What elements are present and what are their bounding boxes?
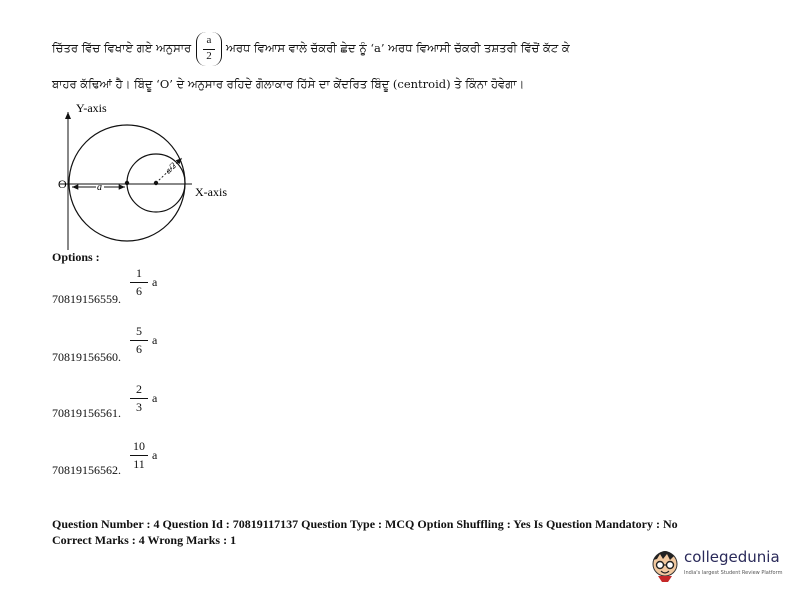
option-fraction-bar [130,340,148,341]
option-numerator: 2 [136,382,142,396]
logo-brand-text: collegedunia [684,548,780,566]
option-variable: a [152,391,158,405]
mascot-icon [648,544,682,584]
option-denominator: 6 [136,342,142,356]
option-variable: a [152,333,158,347]
option-numerator: 1 [136,266,142,280]
option-variable: a [152,275,158,289]
question-text-line1-part1: ਚਿੱਤਰ ਵਿੱਚ ਵਿਖਾਏ ਗਏ ਅਨੁਸਾਰ [52,41,192,55]
metadata-line1: Question Number : 4 Question Id : 70819117137 Question Type : MCQ Option Shuffling : Yes Is Question Mandatory : No [52,517,678,531]
option-denominator: 11 [133,457,145,471]
question-text-line1-part2: ਅਰਧ ਵਿਆਸ ਵਾਲੇ ਚੱਕਰੀ ਛੇਦ ਨੂੰ ‘a’ ਅਰਧ ਵਿਆਸੀ ਚੱਕਰੀ ਤਸ਼ਤਰੀ ਵਿੱਚੋਂ ਕੱਟ ਕੇ [226,41,570,55]
option-numerator: 10 [133,439,145,453]
option-fraction-bar [130,282,148,283]
logo-tagline: India's largest Student Review Platform [684,570,783,576]
metadata-line2: Correct Marks : 4 Wrong Marks : 1 [52,533,237,547]
option-fraction-bar [130,398,148,399]
a-dimension-label: a [97,182,102,193]
fraction-denominator: 2 [206,50,212,62]
origin-label: O [58,177,67,191]
collegedunia-logo [648,544,788,584]
option-numerator: 5 [136,324,142,338]
option-denominator: 3 [136,400,142,414]
option-id: 70819156561. [52,406,121,420]
question-text-line2: ਬਾਹਰ ਕੱਢਿਆਂ ਹੈ। ਬਿੰਦੂ ‘O’ ਦੇ ਅਨੁਸਾਰ ਰਹਿਦੇ ਗੋਲਾਕਾਰ ਹਿੱਸੇ ਦਾ ਕੇਂਦਰਿਤ ਬਿੰਦੂ (centroid) ਤੇ ਕਿੰਨਾ ਹੋਵੇਗਾ। [52,77,525,91]
outer-center-dot [125,181,129,185]
question-metadata [52,516,678,548]
fraction-numerator: a [206,34,212,46]
x-axis-label: X-axis [195,185,227,199]
options-heading: Options : [52,250,100,264]
option-id: 70819156559. [52,292,121,306]
option-denominator: 6 [136,284,142,298]
option-id: 70819156560. [52,350,121,364]
option-variable: a [152,448,158,462]
option-id: 70819156562. [52,463,121,477]
radius-label: a/2 [162,160,179,176]
option-fraction-bar [130,455,148,456]
y-axis-label: Y-axis [76,101,107,115]
